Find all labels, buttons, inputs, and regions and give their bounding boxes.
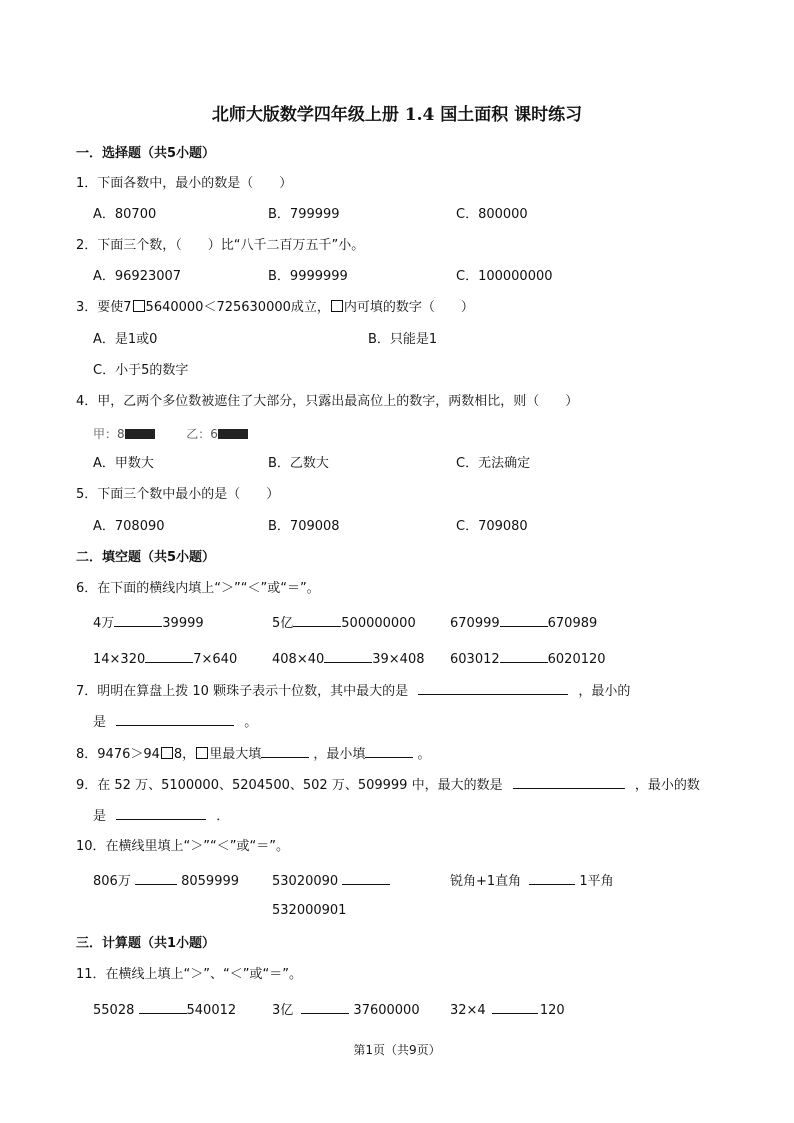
q10-item — [272, 871, 390, 891]
blank-box-icon — [331, 300, 343, 312]
blank-box-icon — [161, 747, 173, 759]
answer-blank[interactable] — [145, 649, 193, 663]
answer-blank[interactable] — [324, 649, 372, 663]
section-heading-calc: 三．计算题（共1小题） — [76, 936, 216, 951]
q7-text: ，最小的 — [578, 684, 631, 699]
question-2-stem: 2．下面三个数，（ ）比“八千二百万五千”小。 — [76, 238, 365, 253]
answer-blank[interactable] — [135, 871, 177, 885]
q7-text: 。 — [244, 715, 258, 730]
question-7-line-1 — [76, 681, 630, 701]
answer-blank[interactable] — [342, 871, 390, 885]
q10-left: 53020090 — [272, 874, 339, 889]
q10-item-continued: 532000901 — [272, 903, 347, 918]
page-footer: 第1页（共9页） — [353, 1043, 441, 1057]
q10-left: 806万 — [93, 874, 131, 889]
q10-item — [450, 871, 614, 891]
q4-option-a: A．甲数大 — [93, 456, 154, 471]
question-9-line-2 — [93, 806, 229, 826]
q11-right: 540012 — [186, 1003, 237, 1018]
q2-option-c: C．100000000 — [456, 269, 553, 284]
q5-option-c: C．709080 — [456, 519, 528, 534]
page-title: 北师大版数学四年级上册 1.4 国土面积 课时练习 — [211, 105, 583, 125]
answer-blank[interactable] — [365, 744, 413, 758]
q8-text: 8， — [173, 747, 196, 762]
q5-option-a: A．708090 — [93, 519, 165, 534]
q11-right: 120 — [539, 1003, 565, 1018]
q10-item — [93, 871, 239, 891]
q6-right: 39×408 — [372, 652, 425, 667]
q8-text: 里最大填 — [209, 747, 262, 762]
q6-item — [93, 613, 204, 633]
q4-yi-label: 乙：6 — [186, 427, 218, 441]
q2-option-a: A．96923007 — [93, 269, 182, 284]
question-1-stem: 1．下面各数中，最小的数是（ ） — [76, 176, 293, 191]
q9-text: 是 — [93, 809, 107, 824]
answer-blank[interactable] — [500, 649, 548, 663]
question-3-stem — [76, 299, 474, 317]
q6-right: 6020120 — [547, 652, 606, 667]
q11-left: 32×4 — [450, 1003, 486, 1018]
q6-right: 7×640 — [193, 652, 238, 667]
q11-left: 55028 — [93, 1003, 135, 1018]
q4-option-c: C．无法确定 — [456, 456, 531, 471]
q6-left: 603012 — [450, 652, 500, 667]
question-11-stem: 11．在横线上填上“＞”、“＜”或“＝”。 — [76, 967, 302, 982]
q4-option-b: B．乙数大 — [268, 456, 329, 471]
q10-right: 1平角 — [579, 874, 614, 889]
answer-blank[interactable] — [114, 613, 162, 627]
question-8 — [76, 744, 431, 764]
answer-blank[interactable] — [529, 871, 575, 885]
q11-item — [450, 1000, 565, 1020]
q3-option-a: A．是1或0 — [93, 332, 158, 347]
answer-blank[interactable] — [139, 1000, 187, 1014]
question-7-line-2 — [93, 712, 257, 732]
masked-digits-block — [218, 429, 248, 439]
q6-left: 5亿 — [272, 616, 294, 631]
blank-box-icon — [196, 747, 208, 759]
q3-stem-pre: 3．要使7 — [76, 300, 132, 315]
q10-right: 8059999 — [181, 874, 240, 889]
q11-right: 37600000 — [353, 1003, 420, 1018]
answer-blank[interactable] — [492, 1000, 538, 1014]
q5-option-b: B．709008 — [268, 519, 340, 534]
answer-blank[interactable] — [301, 1000, 349, 1014]
section-heading-fill: 二．填空题（共5小题） — [76, 550, 216, 565]
q1-option-b: B．799999 — [268, 207, 340, 222]
q9-text: ，最小的数 — [634, 778, 700, 793]
q9-text: 9．在 52 万、5100000、5204500、502 万、509999 中，最大的数是 — [76, 778, 503, 793]
q10-left: 锐角+1直角 — [450, 874, 522, 889]
q6-item — [272, 613, 416, 633]
q4-figure — [93, 425, 248, 443]
answer-blank[interactable] — [293, 613, 341, 627]
question-4-stem: 4．甲，乙两个多位数被遮住了大部分，只露出最高位上的数字，两数相比，则（ ） — [76, 394, 579, 409]
q3-stem-post: 内可填的数字（ ） — [343, 300, 474, 315]
q6-left: 408×40 — [272, 652, 325, 667]
q7-text: 7．明明在算盘上拨 10 颗珠子表示十位数，其中最大的是 — [76, 684, 409, 699]
q6-item — [272, 649, 425, 669]
q8-text: 8．9476＞94 — [76, 747, 160, 762]
q4-jia-label: 甲：8 — [93, 427, 125, 441]
q6-left: 4万 — [93, 616, 115, 631]
q2-option-b: B．9999999 — [268, 269, 348, 284]
q11-item — [272, 1000, 420, 1020]
q6-item — [93, 649, 237, 669]
q9-text: ． — [216, 809, 230, 824]
answer-blank[interactable] — [116, 712, 234, 726]
question-6-stem: 6．在下面的横线内填上“＞”“＜”或“＝”。 — [76, 581, 320, 596]
answer-blank[interactable] — [116, 806, 206, 820]
q1-option-a: A．80700 — [93, 207, 157, 222]
answer-blank[interactable] — [500, 613, 548, 627]
answer-blank[interactable] — [418, 681, 568, 695]
question-10-stem: 10．在横线里填上“＞”“＜”或“＝”。 — [76, 839, 289, 854]
q8-text: 。 — [417, 747, 431, 762]
q6-right: 39999 — [162, 616, 204, 631]
q3-option-c: C．小于5的数字 — [93, 363, 189, 378]
q1-option-c: C．800000 — [456, 207, 528, 222]
q7-text: 是 — [93, 715, 107, 730]
masked-digits-block — [125, 429, 155, 439]
q3-option-b: B．只能是1 — [368, 332, 438, 347]
q8-text: ，最小填 — [313, 747, 366, 762]
q11-left: 3亿 — [272, 1003, 294, 1018]
q11-item — [93, 1000, 236, 1020]
q6-left: 14×320 — [93, 652, 146, 667]
section-heading-choice: 一．选择题（共5小题） — [76, 146, 216, 161]
question-5-stem: 5．下面三个数中最小的是（ ） — [76, 487, 280, 502]
blank-box-icon — [133, 300, 145, 312]
q6-item — [450, 649, 606, 669]
answer-blank[interactable] — [261, 744, 309, 758]
q6-item — [450, 613, 597, 633]
q6-right: 670989 — [547, 616, 598, 631]
q6-right: 500000000 — [341, 616, 416, 631]
question-9-line-1 — [76, 775, 700, 795]
q3-stem-mid: 5640000＜725630000成立， — [145, 300, 330, 315]
answer-blank[interactable] — [513, 775, 625, 789]
q6-left: 670999 — [450, 616, 500, 631]
